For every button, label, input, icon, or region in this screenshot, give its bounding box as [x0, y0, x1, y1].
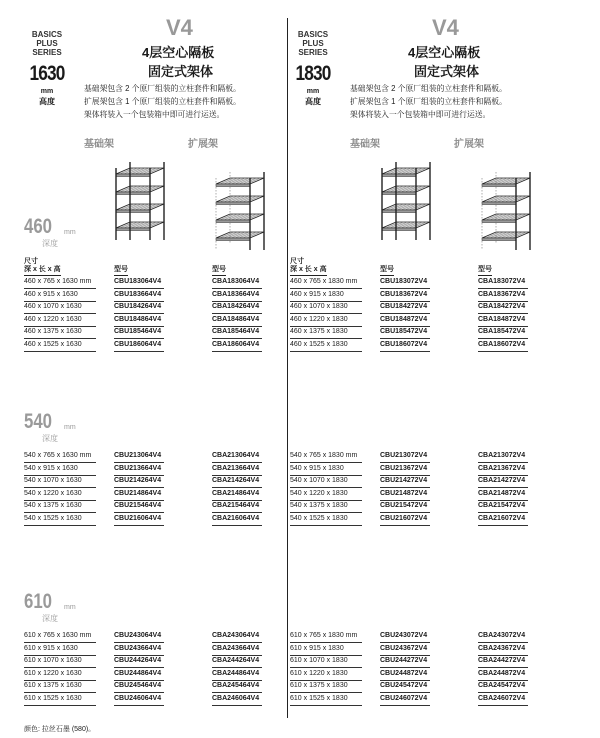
depth-unit: mm — [64, 604, 76, 611]
size-cell: 540 x 1525 x 1630 — [24, 513, 96, 526]
height-value: 1630 — [29, 62, 65, 85]
model-header-label: 型号 — [114, 266, 128, 273]
series-word: BASICS — [31, 30, 63, 39]
base-model-cell: CBU216064V4 — [114, 513, 164, 526]
ext-model-cell: CBA244264V4 — [212, 655, 262, 668]
ext-model-cell: CBA216072V4 — [478, 513, 528, 526]
base-model-cell: CBU244872V4 — [380, 668, 430, 681]
series-label — [24, 30, 70, 57]
size-cell: 460 x 765 x 1830 mm — [290, 276, 362, 289]
size-cell: 460 x 915 x 1630 — [24, 289, 96, 302]
size-cell: 460 x 915 x 1830 — [290, 289, 362, 302]
base-model-cell: CBU214272V4 — [380, 475, 430, 488]
base-model-cell: CBU216072V4 — [380, 513, 430, 526]
base-model-cell: CBU185472V4 — [380, 326, 430, 339]
description-line: 基础架包含 2 个原厂组装的立柱套件和隔板。 — [84, 84, 241, 93]
ext-model-cell: CBA215464V4 — [212, 500, 262, 513]
ext-model-cell: CBA243672V4 — [478, 643, 528, 656]
series-word: PLUS — [36, 39, 58, 48]
base-model-cell: CBU244272V4 — [380, 655, 430, 668]
size-cell: 540 x 915 x 1630 — [24, 463, 96, 476]
ext-model-cell: CBA184872V4 — [478, 314, 528, 327]
ext-model-cell: CBA216064V4 — [212, 513, 262, 526]
description-line: 扩展架包含 1 个原厂组装的立柱套件和隔板。 — [84, 97, 241, 106]
depth-unit: mm — [64, 229, 76, 236]
base-shelf-icon — [110, 160, 168, 242]
model-badge: V4 — [166, 15, 193, 40]
size-cell: 460 x 765 x 1630 mm — [24, 276, 96, 289]
ext-model-cell: CBA184272V4 — [478, 301, 528, 314]
base-model-cell: CBU184264V4 — [114, 301, 164, 314]
ext-model-cell: CBA185472V4 — [478, 326, 528, 339]
base-model-cell: CBU186064V4 — [114, 339, 164, 352]
height-unit: mm — [306, 88, 320, 95]
size-cell: 610 x 1525 x 1630 — [24, 693, 96, 706]
size-cell: 540 x 915 x 1830 — [290, 463, 362, 476]
base-unit-header: 基础架 — [84, 139, 114, 150]
base-model-cell: CBU244864V4 — [114, 668, 164, 681]
base-model-cell: CBU245472V4 — [380, 680, 430, 693]
size-cell: 610 x 765 x 1830 mm — [290, 630, 362, 643]
height-label: 高度 — [39, 97, 55, 106]
title-line-1: 4层空心隔板 — [408, 45, 481, 60]
base-model-header — [380, 266, 394, 276]
base-model-cell: CBU186072V4 — [380, 339, 430, 352]
ext-model-cell: CBA244872V4 — [478, 668, 528, 681]
ext-model-cell: CBA245464V4 — [212, 680, 262, 693]
depth-label: 深度 — [42, 434, 58, 443]
base-model-cell: CBU246072V4 — [380, 693, 430, 706]
ext-model-cell: CBA214272V4 — [478, 475, 528, 488]
model-header-label: 型号 — [380, 266, 394, 273]
depth-label: 深度 — [42, 614, 58, 623]
model-badge: V4 — [432, 15, 459, 40]
base-model-cell: CBU214264V4 — [114, 475, 164, 488]
extension-shelf-icon — [210, 170, 268, 252]
base-unit-header: 基础架 — [350, 139, 380, 150]
ext-model-cell: CBA215472V4 — [478, 500, 528, 513]
title-line-2: 固定式架体 — [148, 64, 214, 79]
depth-value: 460 — [24, 215, 53, 238]
base-model-cell: CBU213672V4 — [380, 463, 430, 476]
size-cell: 610 x 1070 x 1630 — [24, 655, 96, 668]
ext-model-cell: CBA214872V4 — [478, 488, 528, 501]
base-model-cell: CBU215472V4 — [380, 500, 430, 513]
ext-model-cell: CBA183064V4 — [212, 276, 262, 289]
size-header-dims: 深 x 长 x 高 — [24, 266, 61, 273]
ext-model-cell: CBA246072V4 — [478, 693, 528, 706]
ext-model-cell: CBA184864V4 — [212, 314, 262, 327]
ext-model-cell: CBA186064V4 — [212, 339, 262, 352]
size-cell: 460 x 1220 x 1630 — [24, 314, 96, 327]
size-cell: 610 x 1070 x 1830 — [290, 655, 362, 668]
series-label — [290, 30, 336, 57]
title-line-2: 固定式架体 — [414, 64, 480, 79]
size-cell: 540 x 1220 x 1830 — [290, 488, 362, 501]
size-header — [290, 258, 327, 276]
ext-model-cell: CBA244272V4 — [478, 655, 528, 668]
ext-model-cell: CBA185464V4 — [212, 326, 262, 339]
size-cell: 460 x 1070 x 1830 — [290, 301, 362, 314]
base-model-cell: CBU213064V4 — [114, 450, 164, 463]
ext-model-cell: CBA245472V4 — [478, 680, 528, 693]
base-model-cell: CBU214864V4 — [114, 488, 164, 501]
ext-model-cell: CBA183072V4 — [478, 276, 528, 289]
description-line: 扩展架包含 1 个原厂组装的立柱套件和隔板。 — [350, 97, 507, 106]
base-model-cell: CBU243664V4 — [114, 643, 164, 656]
base-model-cell: CBU214872V4 — [380, 488, 430, 501]
ext-model-cell: CBA213072V4 — [478, 450, 528, 463]
size-cell: 610 x 915 x 1630 — [24, 643, 96, 656]
series-word: SERIES — [32, 48, 62, 57]
ext-model-cell: CBA246064V4 — [212, 693, 262, 706]
base-model-cell: CBU185464V4 — [114, 326, 164, 339]
depth-value: 610 — [24, 590, 53, 613]
ext-model-cell: CBA244864V4 — [212, 668, 262, 681]
base-model-cell: CBU246064V4 — [114, 693, 164, 706]
ext-model-cell: CBA243072V4 — [478, 630, 528, 643]
column-divider — [287, 18, 288, 718]
base-model-cell: CBU213664V4 — [114, 463, 164, 476]
description-line: 架体将装入一个包装箱中即可进行运送。 — [350, 110, 491, 119]
base-model-cell: CBU184272V4 — [380, 301, 430, 314]
base-model-cell: CBU183672V4 — [380, 289, 430, 302]
size-header — [24, 258, 61, 276]
base-model-cell: CBU245464V4 — [114, 680, 164, 693]
depth-unit: mm — [64, 424, 76, 431]
ext-model-cell: CBA186072V4 — [478, 339, 528, 352]
size-cell: 540 x 1070 x 1830 — [290, 475, 362, 488]
size-cell: 460 x 1375 x 1630 — [24, 326, 96, 339]
size-header-label: 尺寸 — [290, 258, 304, 265]
ext-model-cell: CBA243664V4 — [212, 643, 262, 656]
size-cell: 610 x 1220 x 1630 — [24, 668, 96, 681]
ext-model-cell: CBA213064V4 — [212, 450, 262, 463]
ext-model-cell: CBA243064V4 — [212, 630, 262, 643]
size-cell: 460 x 1375 x 1830 — [290, 326, 362, 339]
base-model-cell: CBU184872V4 — [380, 314, 430, 327]
height-unit: mm — [40, 88, 54, 95]
height-label: 高度 — [305, 97, 321, 106]
model-header-label: 型号 — [478, 266, 492, 273]
base-shelf-icon — [376, 160, 434, 242]
size-cell: 610 x 1220 x 1830 — [290, 668, 362, 681]
size-cell: 540 x 1375 x 1630 — [24, 500, 96, 513]
depth-value: 540 — [24, 410, 53, 433]
description-line: 基础架包含 2 个原厂组装的立柱套件和隔板。 — [350, 84, 507, 93]
size-cell: 610 x 765 x 1630 mm — [24, 630, 96, 643]
ext-model-cell: CBA214264V4 — [212, 475, 262, 488]
ext-model-cell: CBA213664V4 — [212, 463, 262, 476]
base-model-cell: CBU213072V4 — [380, 450, 430, 463]
column-1830 — [290, 0, 552, 738]
height-value: 1830 — [295, 62, 331, 85]
size-cell: 540 x 1525 x 1830 — [290, 513, 362, 526]
base-model-cell: CBU183664V4 — [114, 289, 164, 302]
ext-model-cell: CBA214864V4 — [212, 488, 262, 501]
base-model-cell: CBU183064V4 — [114, 276, 164, 289]
extension-unit-header: 扩展架 — [188, 139, 218, 150]
color-note: 颜色: 拉丝石墨 (580)。 — [24, 726, 96, 733]
size-cell: 460 x 1220 x 1830 — [290, 314, 362, 327]
series-word: BASICS — [297, 30, 329, 39]
base-model-cell: CBU244264V4 — [114, 655, 164, 668]
depth-label: 深度 — [42, 239, 58, 248]
size-header-label: 尺寸 — [24, 258, 38, 265]
size-cell: 540 x 1070 x 1630 — [24, 475, 96, 488]
description-line: 架体将装入一个包装箱中即可进行运送。 — [84, 110, 225, 119]
base-model-header — [114, 266, 128, 276]
extension-shelf-icon — [476, 170, 534, 252]
base-model-cell: CBU243064V4 — [114, 630, 164, 643]
column-1630 — [24, 0, 286, 738]
ext-model-header — [478, 266, 492, 276]
size-cell: 610 x 1375 x 1830 — [290, 680, 362, 693]
base-model-cell: CBU183072V4 — [380, 276, 430, 289]
base-model-cell: CBU184864V4 — [114, 314, 164, 327]
size-cell: 460 x 1525 x 1630 — [24, 339, 96, 352]
size-cell: 540 x 1220 x 1630 — [24, 488, 96, 501]
size-cell: 610 x 1375 x 1630 — [24, 680, 96, 693]
ext-model-cell: CBA183664V4 — [212, 289, 262, 302]
size-cell: 540 x 1375 x 1830 — [290, 500, 362, 513]
base-model-cell: CBU243672V4 — [380, 643, 430, 656]
base-model-cell: CBU243072V4 — [380, 630, 430, 643]
size-header-dims: 深 x 长 x 高 — [290, 266, 327, 273]
size-cell: 540 x 765 x 1630 mm — [24, 450, 96, 463]
model-header-label: 型号 — [212, 266, 226, 273]
ext-model-cell: CBA184264V4 — [212, 301, 262, 314]
ext-model-header — [212, 266, 226, 276]
size-cell: 610 x 915 x 1830 — [290, 643, 362, 656]
size-cell: 460 x 1070 x 1630 — [24, 301, 96, 314]
ext-model-cell: CBA213672V4 — [478, 463, 528, 476]
size-cell: 610 x 1525 x 1830 — [290, 693, 362, 706]
ext-model-cell: CBA183672V4 — [478, 289, 528, 302]
series-word: PLUS — [302, 39, 324, 48]
title-line-1: 4层空心隔板 — [142, 45, 215, 60]
size-cell: 460 x 1525 x 1830 — [290, 339, 362, 352]
size-cell: 540 x 765 x 1830 mm — [290, 450, 362, 463]
extension-unit-header: 扩展架 — [454, 139, 484, 150]
series-word: SERIES — [298, 48, 328, 57]
base-model-cell: CBU215464V4 — [114, 500, 164, 513]
